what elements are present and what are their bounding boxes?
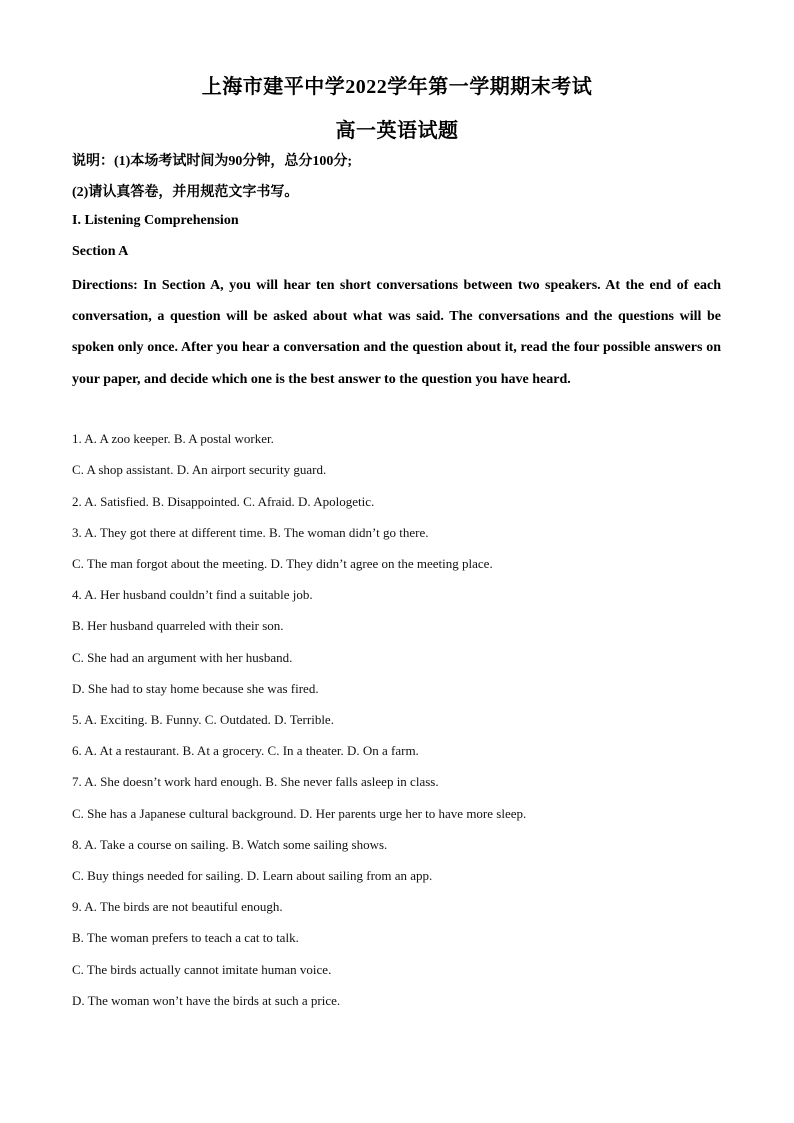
instructions-line-1: 说明：(1)本场考试时间为90分钟，总分100分; bbox=[72, 154, 352, 169]
question-option-line: 4. A. Her husband couldn’t find a suitable job. bbox=[72, 587, 313, 602]
question-option-line: C. Buy things needed for sailing. D. Learn about sailing from an app. bbox=[72, 868, 433, 883]
question-option-line: C. A shop assistant. D. An airport security guard. bbox=[72, 462, 327, 477]
question-option-line: 3. A. They got there at different time. B. The woman didn’t go there. bbox=[72, 525, 429, 540]
question-option-line: C. The birds actually cannot imitate human voice. bbox=[72, 962, 332, 977]
question-option-line: C. She has a Japanese cultural background. D. Her parents urge her to have more sleep. bbox=[72, 806, 527, 821]
question-option-line: C. The man forgot about the meeting. D. They didn’t agree on the meeting place. bbox=[72, 556, 493, 571]
question-option-line: 7. A. She doesn’t work hard enough. B. She never falls asleep in class. bbox=[72, 774, 439, 789]
page-subtitle: 高一英语试题 bbox=[335, 120, 459, 142]
question-option-line: D. She had to stay home because she was fired. bbox=[72, 681, 319, 696]
question-option-line: 5. A. Exciting. B. Funny. C. Outdated. D. Terrible. bbox=[72, 712, 334, 727]
question-option-line: 9. A. The birds are not beautiful enough. bbox=[72, 899, 283, 914]
question-option-line: 2. A. Satisfied. B. Disappointed. C. Afraid. D. Apologetic. bbox=[72, 494, 375, 509]
question-option-line: 1. A. A zoo keeper. B. A postal worker. bbox=[72, 431, 274, 446]
question-option-line: B. Her husband quarreled with their son. bbox=[72, 618, 284, 633]
page-title: 上海市建平中学2022学年第一学期期末考试 bbox=[201, 76, 593, 98]
directions-paragraph: Directions: In Section A, you will hear ten short conversations between two speakers. At the end of each conversation, a question will be asked about what was said. The conversations and the questions will be spoken only once. After you hear a conversation and the question about it, read the four possible answers on your paper, and decide which one is the best answer to the question you have heard. bbox=[72, 278, 721, 387]
question-option-line: B. The woman prefers to teach a cat to talk. bbox=[72, 930, 299, 945]
question-option-line: 6. A. At a restaurant. B. At a grocery. C. In a theater. D. On a farm. bbox=[72, 743, 419, 758]
part-heading: I. Listening Comprehension bbox=[72, 213, 239, 228]
instructions-line-2: (2)请认真答卷，并用规范文字书写。 bbox=[72, 185, 299, 200]
question-option-line: C. She had an argument with her husband. bbox=[72, 650, 293, 665]
question-option-line: 8. A. Take a course on sailing. B. Watch some sailing shows. bbox=[72, 837, 388, 852]
question-option-line: D. The woman won’t have the birds at such a price. bbox=[72, 993, 341, 1008]
section-heading: Section A bbox=[72, 244, 129, 259]
